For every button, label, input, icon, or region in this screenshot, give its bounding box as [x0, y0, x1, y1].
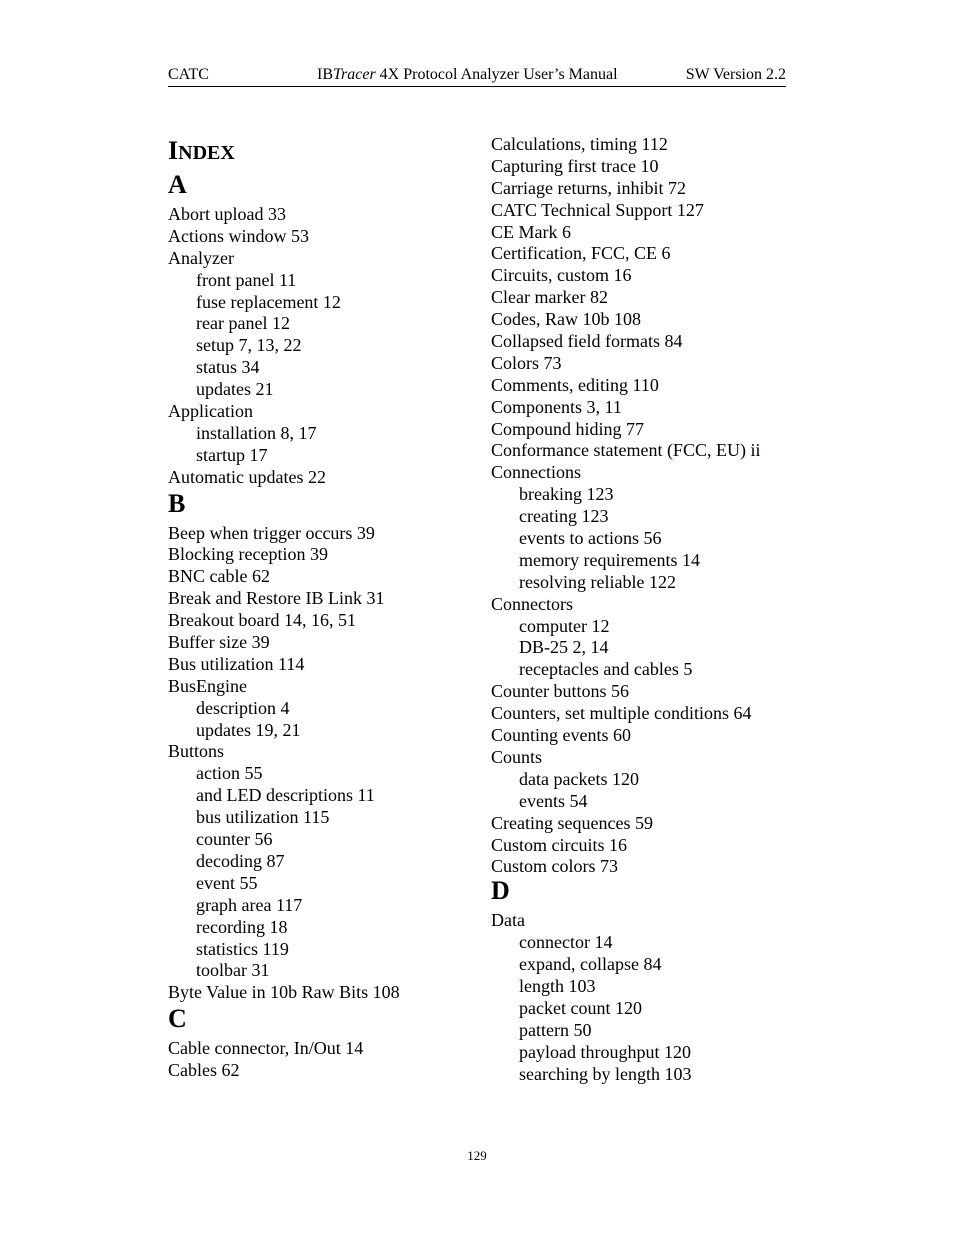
index-entry: Colors 73 — [491, 352, 562, 373]
index-subentry: receptacles and cables 5 — [519, 659, 693, 680]
index-subentry: decoding 87 — [196, 850, 285, 871]
index-subentry: breaking 123 — [519, 484, 614, 505]
index-subentry: payload throughput 120 — [519, 1041, 691, 1062]
index-entry: Carriage returns, inhibit 72 — [491, 177, 686, 198]
index-entry: Data — [491, 910, 525, 931]
index-subentry: fuse replacement 12 — [196, 291, 341, 312]
index-entry: Beep when trigger occurs 39 — [168, 522, 375, 543]
index-entry: Connectors — [491, 593, 573, 614]
index-subentry: creating 123 — [519, 506, 609, 527]
index-subentry: packet count 120 — [519, 997, 642, 1018]
index-entry: CE Mark 6 — [491, 221, 571, 242]
index-subentry: event 55 — [196, 872, 258, 893]
section-letter: C — [168, 1004, 187, 1034]
index-subentry: startup 17 — [196, 444, 268, 465]
index-subentry: updates 19, 21 — [196, 719, 301, 740]
page-number: 129 — [467, 1148, 487, 1163]
index-entry: Breakout board 14, 16, 51 — [168, 610, 356, 631]
index-entry: Counting events 60 — [491, 725, 631, 746]
index-subentry: DB-25 2, 14 — [519, 637, 609, 658]
index-entry: Actions window 53 — [168, 225, 309, 246]
index-subentry: connector 14 — [519, 932, 613, 953]
index-entry: Buffer size 39 — [168, 632, 270, 653]
index-entry: Certification, FCC, CE 6 — [491, 243, 671, 264]
index-entry: Custom circuits 16 — [491, 834, 627, 855]
index-entry: Comments, editing 110 — [491, 374, 659, 395]
index-subentry: toolbar 31 — [196, 960, 270, 981]
index-subentry: recording 18 — [196, 916, 288, 937]
index-left-column — [168, 134, 468, 1082]
index-right-column — [491, 134, 791, 1085]
index-entry: Buttons — [168, 741, 225, 762]
index-subentry: updates 21 — [196, 379, 274, 400]
index-entry: Application — [168, 401, 253, 422]
page-title — [168, 134, 468, 170]
index-subentry: action 55 — [196, 763, 263, 784]
index-entry: Blocking reception 39 — [168, 544, 328, 565]
section-letter: D — [491, 876, 510, 906]
index-entry: BNC cable 62 — [168, 566, 270, 587]
index-subentry: statistics 119 — [196, 938, 289, 959]
index-entry: Counters, set multiple conditions 64 — [491, 703, 752, 724]
index-entry: Byte Value in 10b Raw Bits 108 — [168, 982, 400, 1003]
index-entry: Calculations, timing 112 — [491, 134, 668, 154]
index-entry: Bus utilization 114 — [168, 653, 305, 674]
index-entry: Clear marker 82 — [491, 287, 608, 308]
index-entry: Analyzer — [168, 247, 234, 268]
index-subentry: pattern 50 — [519, 1019, 592, 1040]
index-subentry: resolving reliable 122 — [519, 571, 676, 592]
index-entry: Connections — [491, 462, 581, 483]
index-subentry: and LED descriptions 11 — [196, 785, 375, 806]
index-subentry: data packets 120 — [519, 768, 639, 789]
title-initial: I — [168, 136, 179, 165]
left-entry-list — [168, 172, 468, 1082]
index-subentry: events 54 — [519, 790, 588, 811]
index-subentry: computer 12 — [519, 615, 610, 636]
header-company: CATC — [168, 66, 209, 83]
index-subentry: length 103 — [519, 975, 596, 996]
index-subentry: bus utilization 115 — [196, 807, 330, 828]
index-subentry: searching by length 103 — [519, 1063, 692, 1084]
header-title-prefix: IB — [317, 66, 333, 83]
index-entry: Cables 62 — [168, 1060, 240, 1081]
index-subentry: status 34 — [196, 357, 260, 378]
page-header — [168, 66, 786, 87]
index-entry: Compound hiding 77 — [491, 418, 645, 439]
index-subentry: graph area 117 — [196, 894, 303, 915]
index-entry: Break and Restore IB Link 31 — [168, 588, 385, 609]
index-entry: Capturing first trace 10 — [491, 155, 659, 176]
header-title-suffix: 4X Protocol Analyzer User’s Manual — [375, 66, 618, 83]
title-rest: NDEX — [178, 142, 235, 164]
section-letter: A — [168, 170, 187, 199]
index-entry: Components 3, 11 — [491, 396, 622, 417]
index-subentry: description 4 — [196, 697, 290, 718]
index-entry: Codes, Raw 10b 108 — [491, 309, 641, 330]
index-entry: Circuits, custom 16 — [491, 265, 632, 286]
index-entry: Collapsed field formats 84 — [491, 331, 683, 352]
index-entry: Counts — [491, 746, 543, 767]
index-subentry: memory requirements 14 — [519, 549, 700, 570]
section-letter: B — [168, 488, 186, 518]
index-entry: BusEngine — [168, 675, 247, 696]
header-title-italic: Tracer — [333, 66, 376, 83]
index-entry: Custom colors 73 — [491, 856, 619, 877]
index-subentry: events to actions 56 — [519, 528, 662, 549]
index-entry: Cable connector, In/Out 14 — [168, 1038, 364, 1059]
header-version: SW Version 2.2 — [685, 66, 786, 83]
index-entry: Counter buttons 56 — [491, 681, 629, 702]
index-subentry: rear panel 12 — [196, 313, 290, 334]
index-entry: Conformance statement (FCC, EU) ii — [491, 440, 761, 461]
index-subentry: counter 56 — [196, 829, 273, 850]
header-manual-title — [317, 66, 618, 84]
index-entry: Abort upload 33 — [168, 204, 286, 224]
right-entry-list — [491, 134, 791, 1085]
index-entry: Creating sequences 59 — [491, 812, 653, 833]
index-subentry: front panel 11 — [196, 269, 297, 290]
index-entry: CATC Technical Support 127 — [491, 199, 704, 220]
index-subentry: setup 7, 13, 22 — [196, 335, 302, 356]
index-subentry: installation 8, 17 — [196, 422, 317, 443]
index-subentry: expand, collapse 84 — [519, 954, 662, 975]
index-entry: Automatic updates 22 — [168, 466, 326, 487]
